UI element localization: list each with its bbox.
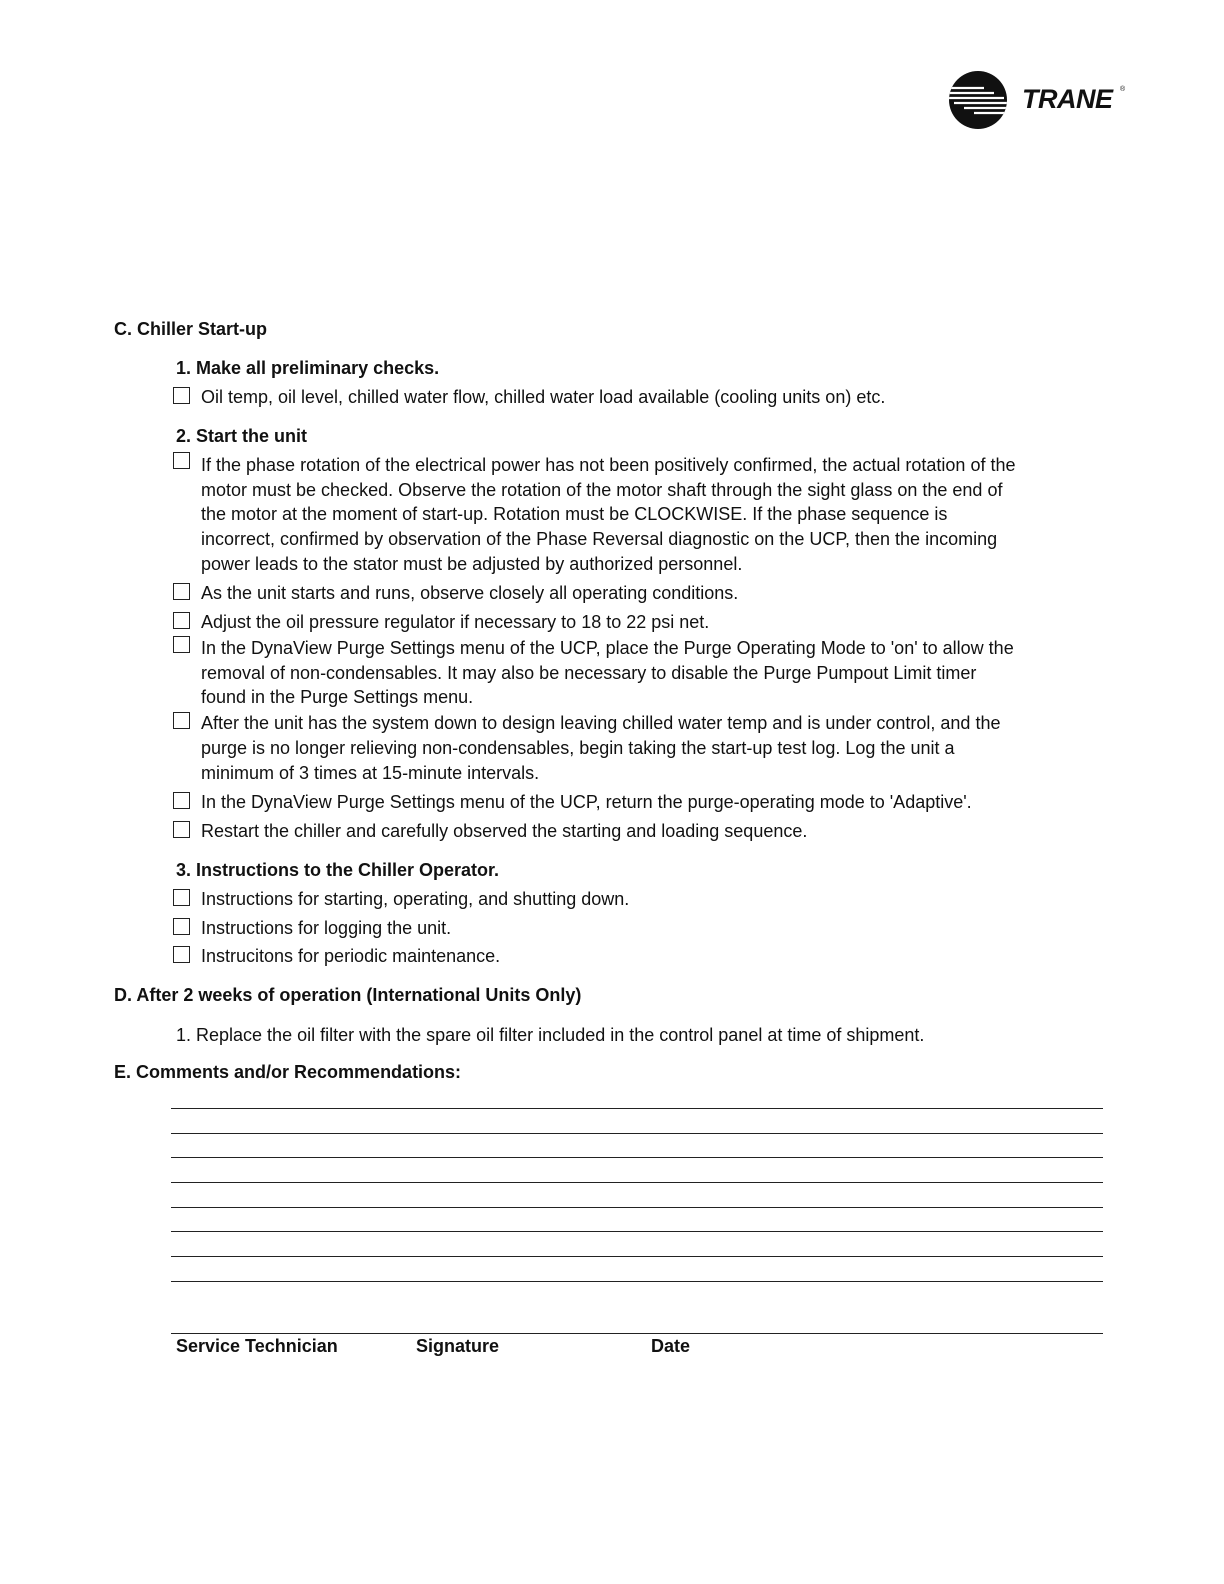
checklist-item: Restart the chiller and carefully observed the starting and loading sequence. bbox=[201, 821, 808, 841]
checklist-item-line: found in the Purge Settings menu. bbox=[201, 687, 474, 707]
checklist-item-line: motor must be checked. Observe the rotation of the motor shaft through the sight glass on the end of bbox=[201, 480, 1003, 500]
step2-title: 2. Start the unit bbox=[176, 426, 308, 446]
date-label: Date bbox=[651, 1336, 691, 1356]
checkbox[interactable] bbox=[173, 792, 190, 809]
signature-label: Signature bbox=[416, 1336, 500, 1356]
comment-line[interactable] bbox=[171, 1182, 1103, 1183]
registered-mark: ® bbox=[1120, 86, 1126, 93]
checkbox[interactable] bbox=[173, 918, 190, 935]
checklist-item: Instructions for logging the unit. bbox=[201, 918, 452, 938]
trane-logo bbox=[948, 70, 1128, 132]
step3-title: 3. Instructions to the Chiller Operator. bbox=[176, 860, 500, 880]
checklist-item: As the unit starts and runs, observe closely all operating conditions. bbox=[201, 583, 739, 603]
comment-line[interactable] bbox=[171, 1231, 1103, 1232]
comment-line[interactable] bbox=[171, 1157, 1103, 1158]
checklist-item-line: incorrect, confirmed by observation of the Phase Reversal diagnostic on the UCP, then the incoming bbox=[201, 529, 998, 549]
comment-line[interactable] bbox=[171, 1256, 1103, 1257]
checkbox[interactable] bbox=[173, 636, 190, 653]
section-d-item: 1. Replace the oil filter with the spare oil filter included in the control panel at time of shipment. bbox=[176, 1025, 925, 1045]
comment-line[interactable] bbox=[171, 1281, 1103, 1282]
checklist-item-line: minimum of 3 times at 15-minute intervals. bbox=[201, 763, 540, 783]
checkbox[interactable] bbox=[173, 583, 190, 600]
checklist-item-line: the motor at the moment of start-up. Rotation must be CLOCKWISE. If the phase sequence is bbox=[201, 504, 948, 524]
section-d-title: D. After 2 weeks of operation (International Units Only) bbox=[114, 985, 582, 1005]
checklist-item: Oil temp, oil level, chilled water flow, chilled water load available (cooling units on) etc. bbox=[201, 387, 886, 407]
checklist-item-line: In the DynaView Purge Settings menu of the UCP, place the Purge Operating Mode to 'on' to allow the bbox=[201, 638, 1014, 658]
step1-title: 1. Make all preliminary checks. bbox=[176, 358, 440, 378]
checkbox[interactable] bbox=[173, 712, 190, 729]
checklist-item-line: If the phase rotation of the electrical power has not been positively confirmed, the actual rotation of the bbox=[201, 455, 1016, 475]
checkbox[interactable] bbox=[173, 821, 190, 838]
checkbox[interactable] bbox=[173, 452, 190, 469]
service-technician-label: Service Technician bbox=[176, 1336, 338, 1356]
checkbox[interactable] bbox=[173, 387, 190, 404]
checklist-item: In the DynaView Purge Settings menu of the UCP, return the purge-operating mode to 'Adaptive'. bbox=[201, 792, 972, 812]
checklist-item-line: power leads to the stator must be adjusted by authorized personnel. bbox=[201, 554, 743, 574]
checkbox[interactable] bbox=[173, 946, 190, 963]
checkbox[interactable] bbox=[173, 612, 190, 629]
signature-line[interactable] bbox=[171, 1333, 1103, 1334]
checklist-item-line: purge is no longer relieving non-condensables, begin taking the start-up test log. Log the unit a bbox=[201, 738, 955, 758]
trane-globe-icon bbox=[948, 70, 1010, 132]
checklist-item-line: removal of non-condensables. It may also be necessary to disable the Purge Pumpout Limit timer bbox=[201, 663, 977, 683]
comment-line[interactable] bbox=[171, 1207, 1103, 1208]
checklist-item: Instrucitons for periodic maintenance. bbox=[201, 946, 501, 966]
checklist-item: Adjust the oil pressure regulator if necessary to 18 to 22 psi net. bbox=[201, 612, 710, 632]
brand-name: TRANE bbox=[1022, 84, 1113, 114]
section-c-title: C. Chiller Start-up bbox=[114, 319, 268, 339]
comment-line[interactable] bbox=[171, 1133, 1103, 1134]
section-e-title: E. Comments and/or Recommendations: bbox=[114, 1062, 462, 1082]
checkbox[interactable] bbox=[173, 889, 190, 906]
comment-line[interactable] bbox=[171, 1108, 1103, 1109]
checklist-item-line: After the unit has the system down to design leaving chilled water temp and is under control, and the bbox=[201, 713, 1001, 733]
checklist-item: Instructions for starting, operating, and shutting down. bbox=[201, 889, 630, 909]
